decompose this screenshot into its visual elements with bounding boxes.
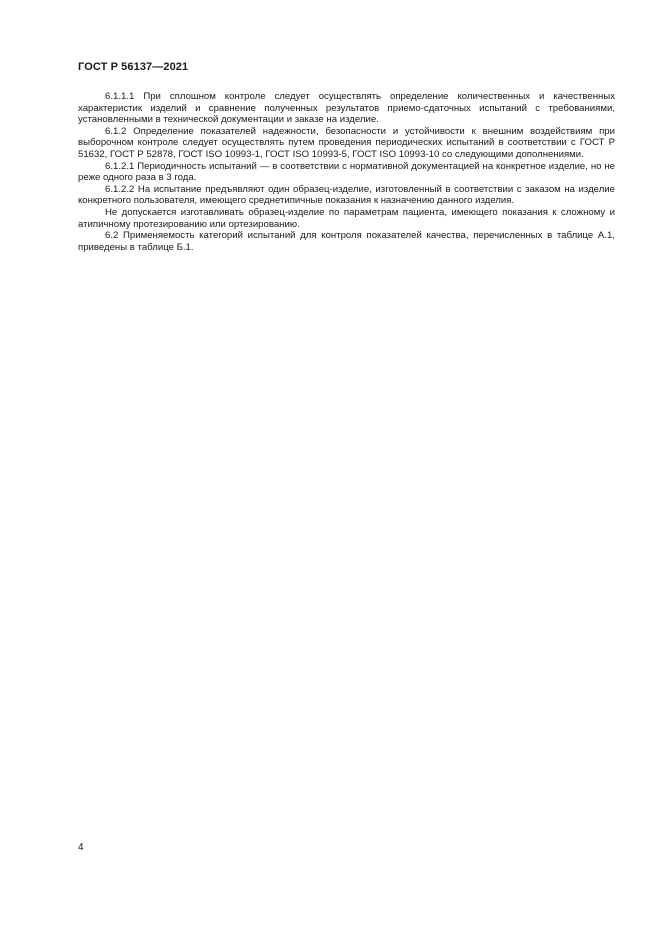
document-header-standard-id: ГОСТ Р 56137—2021 (78, 61, 189, 73)
paragraph-6-2: 6.2 Применяемость категорий испытаний для контроля показателей качества, перечисленных в таблице А.1, приведены в таблице Б.1. (78, 230, 615, 253)
page-number: 4 (78, 842, 84, 853)
paragraph-6-1-2-1: 6.1.2.1 Периодичность испытаний — в соответствии с нормативной документацией на конкретное изделие, но не реже одного раза в 3 года. (78, 160, 615, 184)
paragraph-6-1-2: 6.1.2 Определение показателей надежности, безопасности и устойчивости к внешним воздействиям при выборочном контроле следует осуществлять путем проведения периодических испытаний в соответствии с ГОСТ Р 51632, ГОСТ Р 52878, ГОСТ ISO 10993-1, ГОСТ ISO 10993-5, ГОСТ ISO 10993-10 со следующими дополнениями. (78, 125, 615, 160)
paragraph-6-1-2-2: 6.1.2.2 На испытание предъявляют один образец-изделие, изготовленный в соответствии с заказом на изделие конкретного пользователя, имеющего среднетипичные показания к назначению данного изделия. (78, 183, 615, 207)
paragraph-note-no-custom-sample: Не допускается изготавливать образец-изделие по параметрам пациента, имеющего показания к сложному и атипичному протезированию или ортезированию. (78, 206, 615, 230)
document-body (78, 91, 615, 253)
paragraph-6-1-1-1: 6.1.1.1 При сплошном контроле следует осуществлять определение количественных и качественных характеристик изделий и сравнение полученных результатов приемо-сдаточных испытаний с требованиями, установленными в технической документации и заказе на изделие. (78, 91, 615, 126)
